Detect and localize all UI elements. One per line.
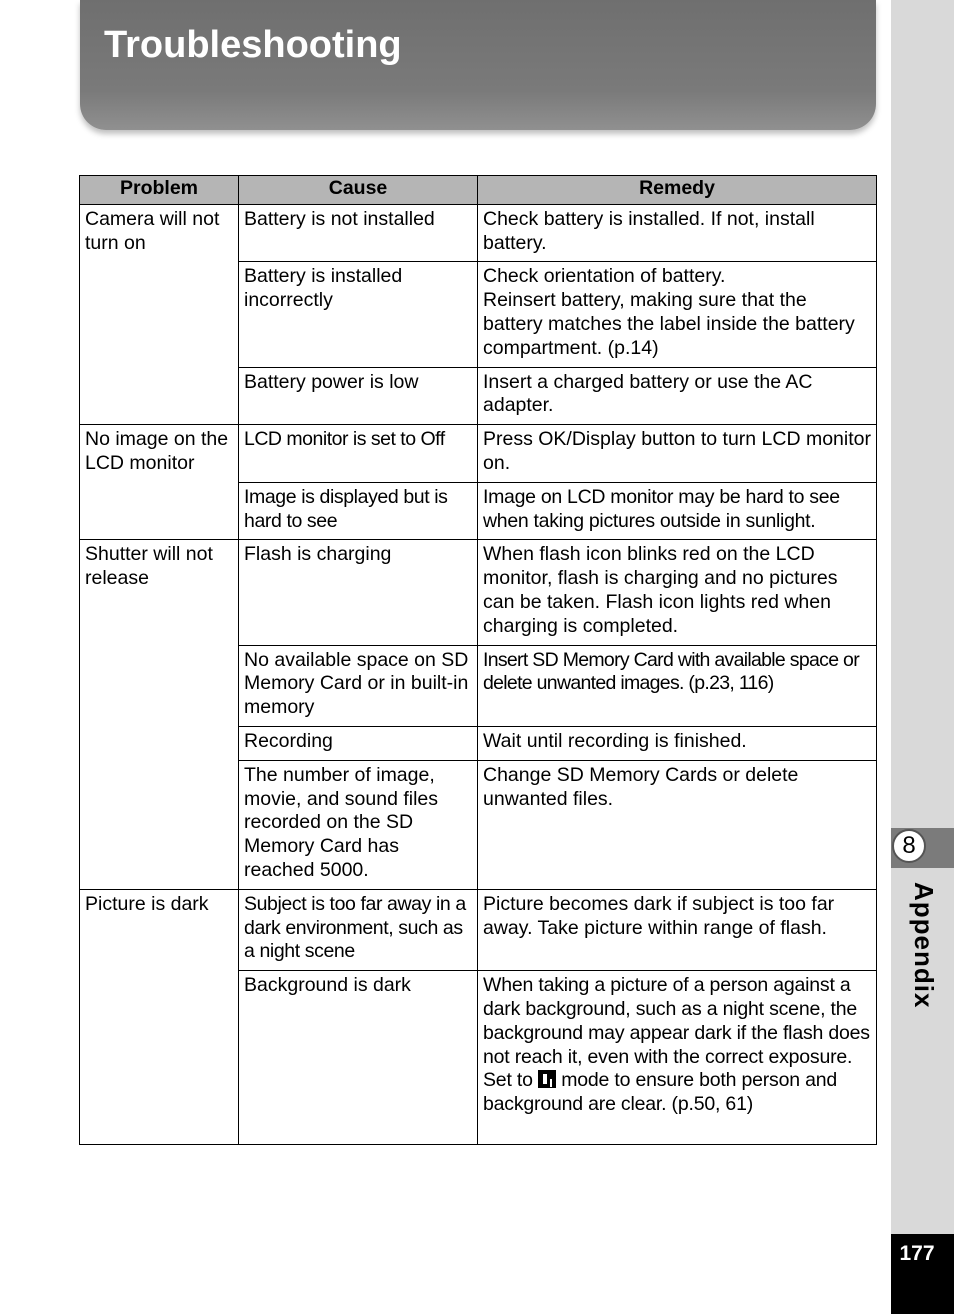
cause-cell: LCD monitor is set to Off	[239, 425, 478, 483]
column-header-cause: Cause	[239, 176, 478, 205]
remedy-cell: Insert SD Memory Card with available space or delete unwanted images. (p.23, 116)	[478, 645, 877, 726]
cause-cell: Recording	[239, 726, 478, 760]
remedy-cell	[478, 971, 877, 1145]
page-number: 177	[899, 1242, 935, 1265]
remedy-cell: Press OK/Display button to turn LCD monitor on.	[478, 425, 877, 483]
problem-cell: No image on the LCD monitor	[80, 425, 239, 540]
column-header-problem: Problem	[80, 176, 239, 205]
cause-cell: Image is displayed but is hard to see	[239, 482, 478, 540]
chapter-label: Appendix	[909, 882, 939, 1009]
cause-cell: Background is dark	[239, 971, 478, 1145]
remedy-cell: Check battery is installed. If not, install battery.	[478, 204, 877, 262]
remedy-cell: Picture becomes dark if subject is too far away. Take picture within range of flash.	[478, 889, 877, 970]
table-row	[80, 204, 877, 262]
table-row	[80, 889, 877, 970]
problem-cell: Camera will not turn on	[80, 204, 239, 424]
remedy-cell: Check orientation of battery. Reinsert battery, making sure that the battery matches the label inside the battery compartment. (p.14)	[478, 262, 877, 367]
table-row	[80, 540, 877, 645]
page-title: Troubleshooting	[104, 24, 402, 66]
remedy-cell: Wait until recording is finished.	[478, 726, 877, 760]
problem-cell: Picture is dark	[80, 889, 239, 1144]
remedy-text-before-icon: When taking a picture of a person against a dark background, such as a night scene, the background may appear dark if the flash does not reach it, even with the correct exposure. Set to	[483, 974, 870, 1092]
remedy-cell: When flash icon blinks red on the LCD monitor, flash is charging and no pictures can be taken. Flash icon lights red when charging is completed.	[478, 540, 877, 645]
remedy-cell: Image on LCD monitor may be hard to see when taking pictures outside in sunlight.	[478, 482, 877, 540]
table-header-row	[80, 176, 877, 205]
table-row	[80, 425, 877, 483]
cause-cell: Battery is installed incorrectly	[239, 262, 478, 367]
problem-cell: Shutter will not release	[80, 540, 239, 889]
column-header-remedy: Remedy	[478, 176, 877, 205]
cause-cell: Battery power is low	[239, 367, 478, 425]
remedy-text-after-icon: mode to ensure both person and background are clear. (p.50, 61)	[483, 1069, 838, 1116]
chapter-number: 8	[892, 829, 926, 863]
cause-cell: Flash is charging	[239, 540, 478, 645]
remedy-cell: Insert a charged battery or use the AC adapter.	[478, 367, 877, 425]
cause-cell: No available space on SD Memory Card or in built-in memory	[239, 645, 478, 726]
remedy-cell: Change SD Memory Cards or delete unwanted files.	[478, 760, 877, 889]
night-scene-portrait-mode-icon	[538, 1070, 556, 1088]
cause-cell: Subject is too far away in a dark environment, such as a night scene	[239, 889, 478, 970]
cause-cell: The number of image, movie, and sound files recorded on the SD Memory Card has reached 5000.	[239, 760, 478, 889]
cause-cell: Battery is not installed	[239, 204, 478, 262]
troubleshooting-table	[79, 175, 877, 1145]
side-index-bar	[891, 0, 954, 1314]
